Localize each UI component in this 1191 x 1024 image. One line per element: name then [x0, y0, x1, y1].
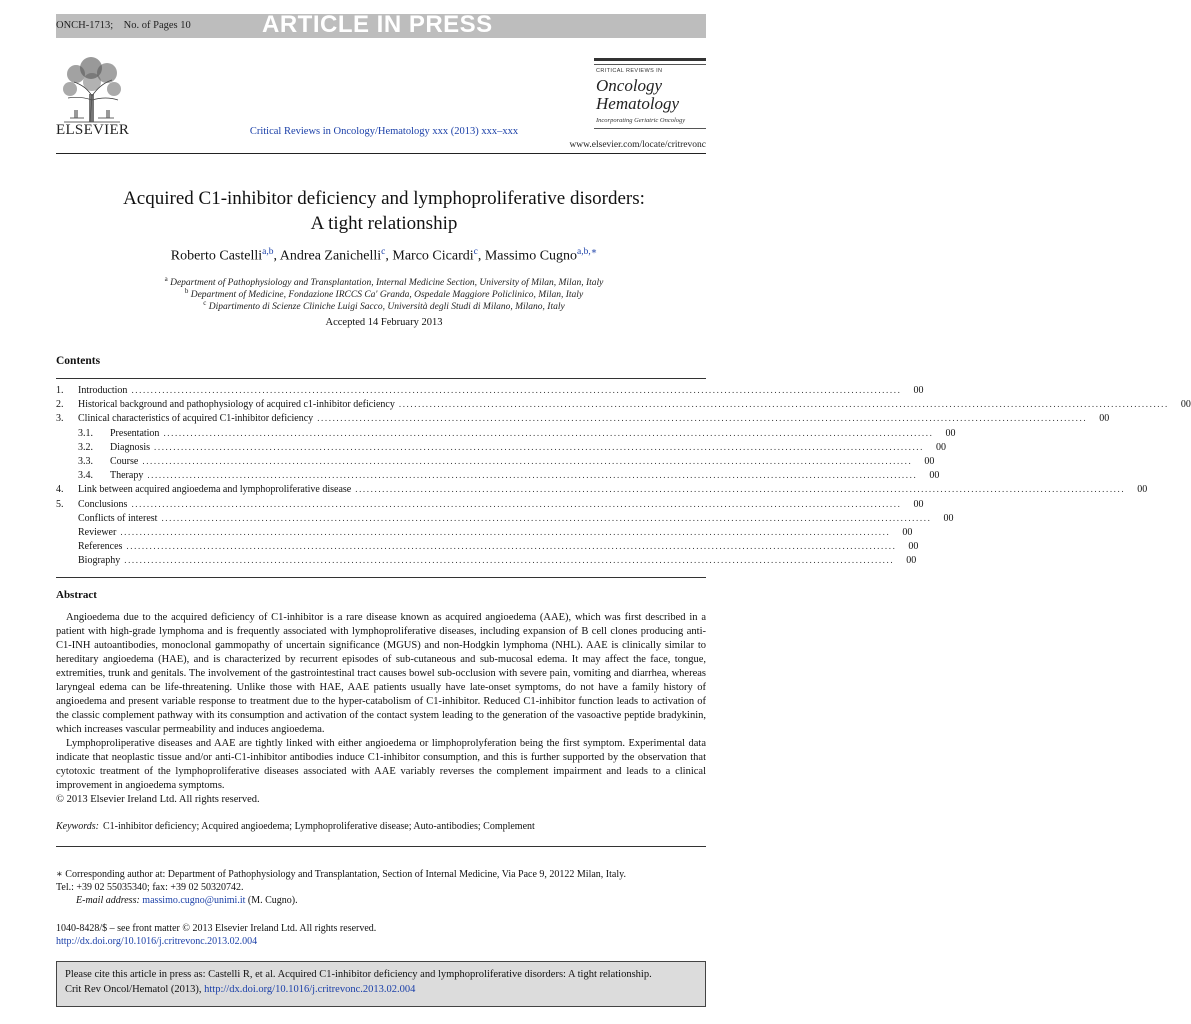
affiliation-text: Department of Pathophysiology and Transplantation, Internal Medicine Section, University of Milan, Milan, Italy — [170, 278, 604, 289]
abstract-copyright: © 2013 Elsevier Ireland Ltd. All rights reserved. — [56, 794, 260, 805]
toc-leader-dots: ........................................................................................................................................................................................................ — [163, 427, 934, 438]
toc-entry[interactable] — [56, 553, 917, 567]
manuscript-reference: ONCH-1713; No. of Pages 10 — [56, 20, 191, 31]
header-divider — [56, 153, 706, 154]
journal-logo-small-text: CRITICAL REVIEWS IN — [596, 68, 663, 74]
toc-leader-dots: ........................................................................................................................................................................................................ — [120, 527, 891, 537]
toc-entry[interactable] — [56, 440, 946, 454]
toc-leader-dots: ........................................................................................................................................................................................................ — [317, 413, 1088, 424]
contents-top-rule — [56, 378, 706, 379]
affiliation-mark: c — [203, 299, 207, 307]
author-separator: , — [477, 248, 485, 264]
toc-entry-label: Historical background and pathophysiology of acquired c1-inhibitor deficiency — [78, 399, 395, 411]
toc-entry[interactable] — [56, 525, 913, 539]
author-name: Massimo Cugno — [484, 248, 578, 264]
doi-link[interactable]: http://dx.doi.org/10.1016/j.critrevonc.2013.02.004 — [56, 936, 258, 947]
toc-entry-subnumber: 3.1. — [78, 427, 93, 439]
toc-entry-label: Diagnosis — [110, 441, 150, 453]
toc-entry-label: Introduction — [78, 385, 128, 396]
affiliation-text: Dipartimento di Scienze Cliniche Luigi Sacco, Università degli Studi di Milano, Milano, Italy — [208, 302, 565, 313]
toc-entry-label: Course — [110, 456, 139, 467]
toc-entry-label: Conclusions — [78, 498, 128, 510]
author-separator: , — [273, 248, 280, 264]
toc-entry[interactable] — [56, 497, 924, 511]
toc-entry-page: 00 — [943, 512, 954, 524]
journal-logo-oncology: Oncology — [596, 76, 663, 95]
journal-citation-line[interactable]: Critical Reviews in Oncology/Hematology xxx (2013) xxx–xxx — [249, 126, 519, 137]
keywords-label: Keywords: — [56, 821, 99, 832]
toc-leader-dots: ........................................................................................................................................................................................................ — [142, 456, 913, 466]
journal-logo-rule — [594, 128, 706, 129]
toc-entry[interactable] — [56, 511, 954, 525]
toc-entry-label: Reviewer — [78, 527, 117, 538]
abstract-paragraph: Lymphoproliperative diseases and AAE are tightly linked with either angioedema or limphoprolyferation being the first symptom. Experimental data indicate that neoplastic tissue and/or anti-C1-inhibitor antibodies induce C1-inhibitor consumption, and this is further supported by the observation that cytotoxic treatment of the lymphoproliferative diseases associated with AAE variably reverses the complement impairment and leads to a clinical improvement in angioedema symptoms. — [56, 738, 706, 791]
toc-entry-subnumber: 3.3. — [78, 456, 93, 467]
toc-leader-dots: ........................................................................................................................................................................................................ — [147, 470, 918, 481]
publisher-name: ELSEVIER — [56, 122, 130, 138]
toc-entry-label: Biography — [78, 555, 121, 567]
toc-entry-subnumber: 3.4. — [78, 470, 93, 482]
affiliation-mark: b — [184, 287, 189, 295]
corresponding-author-note: ∗ Corresponding author at: Department of Pathophysiology and Transplantation, Section of Internal Medicine, Via Pace 9, 20122 Milan, Italy. — [56, 869, 626, 880]
journal-logo-rule — [594, 58, 706, 61]
toc-entry[interactable] — [56, 482, 1148, 496]
journal-logo-incorporating: Incorporating Geriatric Oncology — [596, 117, 686, 124]
toc-entry[interactable] — [56, 539, 919, 553]
toc-entry-label: Clinical characteristics of acquired C1-inhibitor deficiency — [78, 413, 314, 425]
abstract-paragraph: Angioedema due to the acquired deficiency of C1-inhibitor is a rare disease known as acquired angioedema (AAE), which was first described in a patient with high-grade lymphoma and is frequently associated with lymphoproliferative diseases, including expansion of B cell clones producing anti-C1-INH autoantibodies, monoclonal gammopathy of uncertain significance (MGUS) and non-Hodgkin lymphoma (NHL). AAE is clinically similar to hereditary angioedema (HAE), and is characterized by recurrent episodes of sub-cutaneous and sub-mucosal edema. It may affect the face, tongue, extremities, trunk and genitals. The involvement of the gastrointestinal tract causes bowel sub-occlusion with severe pain, vomiting and diarrhea, whereas laryngeal edema can be life-threatening. Unlike those with HAE, AAE patients usually have late-onset symptoms, do not have a family history of angioedema and present variable response to treatment due to the hyper-catabolism of C1-inhibitor. Reduced C1-inhibitor function leads to activation of the classic complement pathway with its consumption and activation of the contact system leading to the generation of the vasoactive peptide bradykinin, which increases vascular permeability and induces angioedema. — [56, 612, 706, 735]
cite-this-article-box — [56, 961, 706, 1007]
toc-entry-number: 4. — [56, 484, 64, 496]
toc-leader-dots: ........................................................................................................................................................................................................ — [131, 498, 902, 509]
toc-entry-page: 00 — [913, 385, 924, 396]
toc-entry-label: Presentation — [110, 427, 160, 439]
banner-title: ARTICLE IN PRESS — [262, 11, 493, 38]
keywords — [56, 821, 535, 832]
title-line-2: A tight relationship — [310, 213, 458, 234]
author-name: Andrea Zanichelli — [279, 248, 382, 264]
keywords-text: C1-inhibitor deficiency; Acquired angioedema; Lymphoproliferative disease; Auto-antibodies; Complement — [102, 821, 535, 832]
toc-leader-dots: ........................................................................................................................................................................................................ — [124, 555, 895, 566]
journal-logo-rule — [594, 64, 706, 65]
author-affiliation-mark[interactable]: c — [473, 247, 478, 257]
abstract-body — [56, 611, 706, 807]
cite-line-1: Please cite this article in press as: Castelli R, et al. Acquired C1-inhibitor deficiency and lymphoproliferative disorders: A tight relationship. — [65, 969, 652, 980]
toc-entry-label: References — [78, 541, 123, 553]
author-name: Marco Cicardi — [392, 248, 474, 264]
toc-entry-number: 3. — [56, 413, 64, 425]
toc-entry[interactable] — [56, 397, 1191, 411]
toc-entry[interactable] — [56, 468, 940, 482]
toc-leader-dots: ........................................................................................................................................................................................................ — [355, 484, 1126, 495]
title-line-1: Acquired C1-inhibitor deficiency and lymphoproliferative disorders: — [123, 188, 645, 209]
article-title — [0, 186, 768, 236]
footnote-divider — [56, 846, 706, 847]
toc-entry-label: Conflicts of interest — [78, 512, 158, 524]
contents-bottom-rule — [56, 577, 706, 578]
toc-leader-dots: ........................................................................................................................................................................................................ — [154, 441, 924, 452]
author-affiliation-mark[interactable]: c — [381, 247, 386, 257]
toc-entry-number: 2. — [56, 399, 64, 411]
author-name: Roberto Castelli — [170, 248, 263, 264]
toc-leader-dots: ........................................................................................................................................................................................................ — [161, 512, 932, 523]
accepted-date: Accepted 14 February 2013 — [325, 317, 443, 328]
toc-entry-page: 00 — [902, 527, 913, 538]
toc-entry-page: 00 — [945, 427, 956, 439]
email-label: E-mail address: — [76, 895, 140, 906]
toc-entry[interactable] — [56, 426, 956, 440]
email-suffix: (M. Cugno). — [245, 895, 298, 906]
toc-entry[interactable] — [56, 411, 1110, 425]
toc-entry-page: 00 — [1099, 413, 1110, 425]
cite-line-2 — [65, 982, 697, 997]
elsevier-tree-logo-icon — [56, 56, 126, 124]
toc-entry[interactable] — [56, 383, 924, 397]
toc-entry-page: 00 — [1180, 399, 1191, 411]
toc-entry-number: 1. — [56, 385, 64, 396]
toc-entry-page: 00 — [908, 541, 919, 553]
affiliation-text: Department of Medicine, Fondazione IRCCS Ca' Granda, Ospedale Maggiore Policlinico, Milan, Italy — [190, 290, 584, 301]
email-line — [56, 894, 726, 907]
contents-heading: Contents — [56, 355, 101, 367]
author-separator: , — [385, 248, 393, 264]
toc-entry-page: 00 — [1137, 484, 1148, 496]
toc-entry-page: 00 — [929, 470, 940, 482]
toc-leader-dots: ........................................................................................................................................................................................................ — [126, 541, 897, 552]
affiliation-mark: a — [164, 275, 168, 283]
author-affiliation-mark[interactable]: a,b,∗ — [577, 247, 598, 257]
toc-leader-dots: ........................................................................................................................................................................................................ — [398, 399, 1169, 410]
toc-entry-page: 00 — [936, 441, 946, 453]
toc-entry-subnumber: 3.2. — [78, 441, 93, 453]
affiliation — [0, 299, 768, 312]
toc-entry-label: Therapy — [110, 470, 144, 482]
email-link[interactable]: massimo.cugno@unimi.it — [142, 895, 246, 906]
toc-entry-number: 5. — [56, 498, 64, 510]
toc-entry-page: 00 — [924, 456, 935, 467]
contact-phone: Tel.: +39 02 55035340; fax: +39 02 50320742. — [56, 882, 244, 893]
abstract-heading: Abstract — [56, 589, 97, 601]
cite-line-2-prefix: Crit Rev Oncol/Hematol (2013), — [65, 984, 205, 995]
toc-entry-page: 00 — [913, 498, 924, 510]
journal-logo-hematology: Hematology — [596, 94, 680, 113]
toc-entry-label: Link between acquired angioedema and lymphoproliferative disease — [78, 484, 352, 496]
issn-line: 1040-8428/$ – see front matter © 2013 Elsevier Ireland Ltd. All rights reserved. — [56, 923, 377, 934]
cite-doi-link[interactable]: http://dx.doi.org/10.1016/j.critrevonc.2013.02.004 — [204, 984, 416, 995]
journal-url[interactable]: www.elsevier.com/locate/critrevonc — [569, 140, 706, 150]
toc-entry-page: 00 — [906, 555, 917, 567]
toc-entry[interactable] — [56, 454, 935, 468]
author-affiliation-mark[interactable]: a,b — [262, 247, 274, 257]
author-list — [0, 246, 768, 265]
toc-leader-dots: ........................................................................................................................................................................................................ — [131, 385, 902, 395]
